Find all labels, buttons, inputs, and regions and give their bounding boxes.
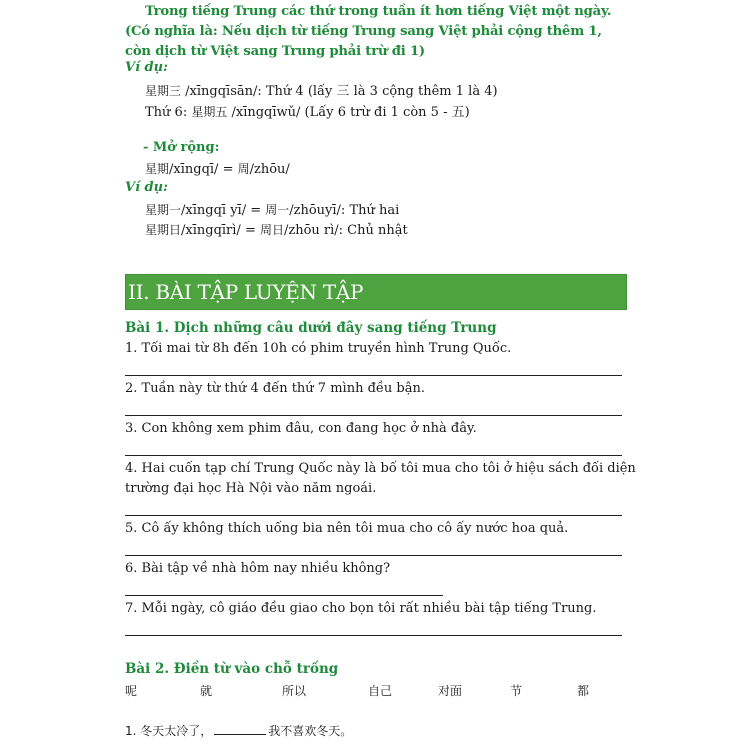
question-7: 7. Mỗi ngày, cô giáo đều giao cho bọn tôi rất nhiều bài tập tiếng Trung.	[125, 601, 597, 616]
section-header-bar	[125, 274, 627, 310]
word-bank-item: 节	[510, 684, 523, 698]
pinyin-text: /xīngqī yī/ =	[181, 203, 266, 218]
question-5: 5. Cô ấy không thích uống bia nên tôi mua cho cô ấy nước hoa quả.	[125, 521, 569, 536]
example-text: /xīngqīwǔ/ (Lấy 6 trừ đi 1 còn 5 - 五)	[227, 105, 470, 120]
word-bank-item: 所以	[282, 684, 307, 698]
sentence-before: 1. 冬天太冷了，	[125, 724, 213, 738]
intro-note: Trong tiếng Trung các thứ trong tuần ít hơn tiếng Việt một ngày. (Có nghĩa là: Nếu dịch từ tiếng Trung sang Việt phải cộng thêm 1, còn dịch từ Việt sang Trung phải trừ đi 1)	[125, 4, 612, 59]
chinese-text: 星期一	[145, 203, 182, 217]
answer-line-6[interactable]	[125, 595, 443, 596]
chinese-text: 星期三	[145, 84, 182, 98]
chinese-text: 周日	[259, 223, 284, 237]
example-label: Ví dụ:	[125, 180, 168, 195]
question-3: 3. Con không xem phim đâu, con đang học ở nhà đây.	[125, 421, 477, 436]
chinese-text: 周	[237, 162, 250, 176]
pinyin-text: /xīngqīrì/ =	[181, 223, 260, 238]
pinyin-text: /zhōu rì/: Chủ nhật	[283, 223, 408, 238]
example-label: Ví dụ:	[125, 60, 168, 75]
expand-line	[145, 160, 290, 177]
pinyin-text: /xīngqī/ =	[169, 162, 238, 177]
answer-line-3[interactable]	[125, 455, 622, 456]
word-bank-item: 自己	[368, 684, 393, 698]
question-1: 1. Tối mai từ 8h đến 10h có phim truyền hình Trung Quốc.	[125, 341, 512, 356]
example-line	[145, 201, 399, 218]
fill-blank[interactable]	[214, 724, 266, 735]
pinyin-text: /zhōu/	[249, 162, 290, 177]
answer-line-1[interactable]	[125, 375, 622, 376]
question-4-cont: trường đại học Hà Nội vào năm ngoái.	[125, 481, 377, 496]
question-4: 4. Hai cuốn tạp chí Trung Quốc này là bố tôi mua cho tôi ở hiệu sách đối diện	[125, 461, 636, 476]
chinese-text: 星期	[145, 162, 170, 176]
word-bank	[125, 682, 605, 700]
pinyin-text: /zhōuyī/: Thứ hai	[289, 203, 400, 218]
chinese-text: 星期五	[191, 105, 228, 119]
answer-line-5[interactable]	[125, 555, 622, 556]
exercise-2-title: Bài 2. Điền từ vào chỗ trống	[125, 661, 339, 677]
exercise-1-title: Bài 1. Dịch những câu dưới đây sang tiếng Trung	[125, 320, 497, 336]
question-2: 2. Tuần này từ thứ 4 đến thứ 7 mình đều bận.	[125, 381, 425, 396]
sentence-after: 我不喜欢冬天。	[268, 724, 353, 738]
example-line	[145, 101, 470, 120]
answer-line-7[interactable]	[125, 635, 622, 636]
expand-label: - Mở rộng:	[143, 140, 220, 155]
chinese-text: 星期日	[145, 223, 182, 237]
section-title: II. BÀI TẬP LUYỆN TẬP	[128, 280, 364, 304]
answer-line-4[interactable]	[125, 515, 622, 516]
answer-line-2[interactable]	[125, 415, 622, 416]
example-line	[145, 221, 408, 238]
word-bank-item: 对面	[438, 684, 463, 698]
example-prefix: Thứ 6:	[145, 105, 192, 120]
chinese-text: 周一	[265, 203, 290, 217]
example-text: /xīngqīsān/: Thứ 4 (lấy 三 là 3 cộng thêm 1 là 4)	[181, 84, 498, 99]
word-bank-item: 都	[577, 684, 590, 698]
question-6: 6. Bài tập về nhà hôm nay nhiều không?	[125, 561, 391, 576]
word-bank-item: 呢	[125, 684, 138, 698]
example-line	[145, 80, 498, 99]
word-bank-item: 就	[200, 684, 213, 698]
fill-sentence-1	[125, 722, 352, 739]
